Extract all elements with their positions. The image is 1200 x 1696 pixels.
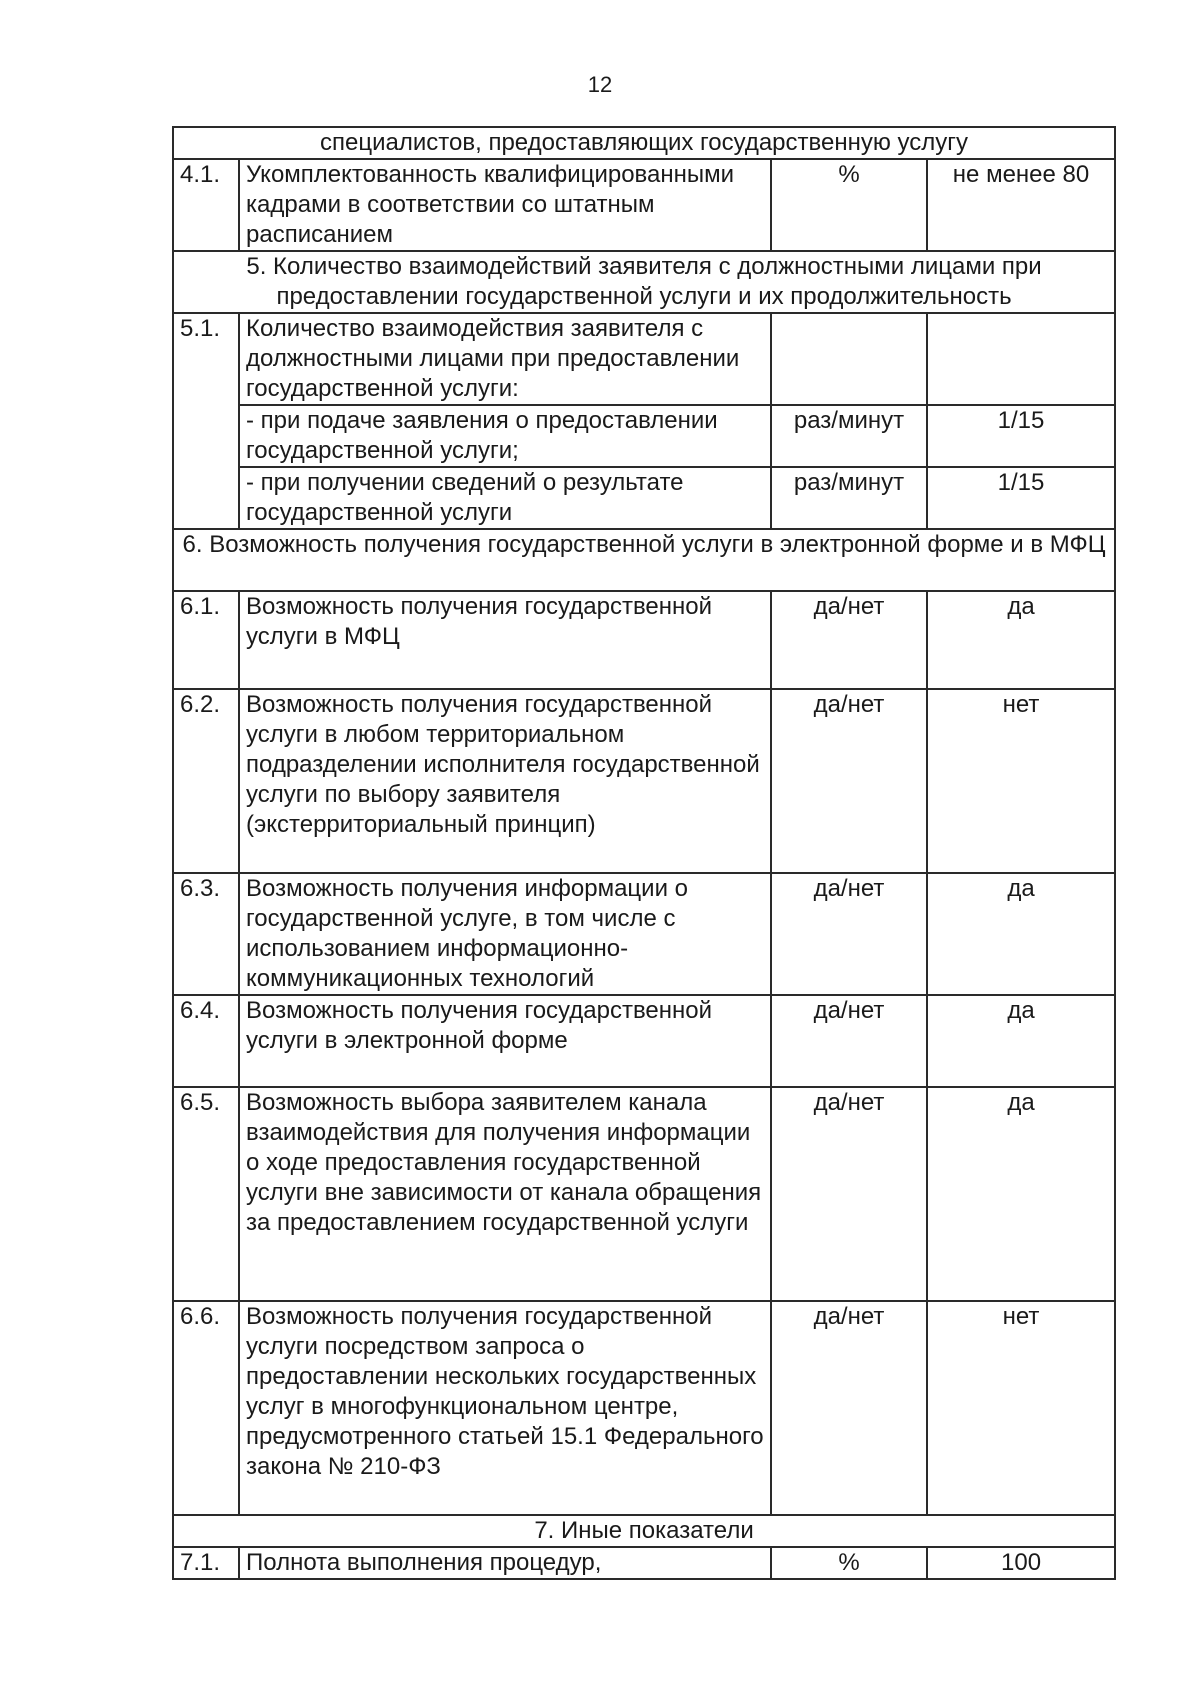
unit-cell: раз/минут: [771, 467, 927, 529]
unit-cell: %: [771, 1547, 927, 1579]
indicator-description: - при подаче заявления о предоставлении государственной услуги;: [239, 405, 771, 467]
indicator-description: Полнота выполнения процедур,: [239, 1547, 771, 1579]
value-cell: нет: [927, 689, 1115, 873]
row-number: 6.6.: [173, 1301, 239, 1515]
value-cell: да: [927, 873, 1115, 995]
indicator-description: Возможность выбора заявителем канала взаимодействия для получения информации о ходе предоставления государственной услуги вне зависимости от канала обращения за предоставлением государственной услуги: [239, 1087, 771, 1301]
unit-cell: раз/минут: [771, 405, 927, 467]
indicator-description: Возможность получения государственной услуги в любом территориальном подразделении исполнителя государственной услуги по выбору заявителя (экстерриториальный принцип): [239, 689, 771, 873]
table-row: [173, 1515, 1115, 1547]
row-number: 6.1.: [173, 591, 239, 689]
row-number: 6.5.: [173, 1087, 239, 1301]
row-number: 7.1.: [173, 1547, 239, 1579]
unit-cell: %: [771, 159, 927, 251]
table-row: [173, 1087, 1115, 1301]
continued-section-header: специалистов, предоставляющих государственную услугу: [173, 127, 1115, 159]
value-cell: да: [927, 995, 1115, 1087]
row-number: 6.2.: [173, 689, 239, 873]
unit-cell: да/нет: [771, 995, 927, 1087]
table-row: [173, 689, 1115, 873]
unit-cell: да/нет: [771, 873, 927, 995]
indicator-description: - при получении сведений о результате государственной услуги: [239, 467, 771, 529]
unit-cell: да/нет: [771, 591, 927, 689]
value-cell: да: [927, 1087, 1115, 1301]
value-cell: [927, 313, 1115, 405]
unit-cell: да/нет: [771, 689, 927, 873]
indicator-description: Возможность получения государственной услуги посредством запроса о предоставлении нескольких государственных услуг в многофункциональном центре, предусмотренного статьей 15.1 Федерального закона № 210-ФЗ: [239, 1301, 771, 1515]
value-cell: да: [927, 591, 1115, 689]
table-row: [173, 251, 1115, 313]
unit-cell: да/нет: [771, 1301, 927, 1515]
value-cell: 1/15: [927, 467, 1115, 529]
table-row: [173, 1547, 1115, 1579]
table-row: [173, 313, 1115, 405]
indicator-description: Возможность получения государственной услуги в электронной форме: [239, 995, 771, 1087]
page-number: 12: [587, 72, 613, 97]
table-row: [173, 995, 1115, 1087]
table-row: [173, 127, 1115, 159]
value-cell: нет: [927, 1301, 1115, 1515]
row-number: 5.1.: [173, 313, 239, 529]
indicator-description: Количество взаимодействия заявителя с должностными лицами при предоставлении государственной услуги:: [239, 313, 771, 405]
row-number: 6.3.: [173, 873, 239, 995]
table-row: [173, 529, 1115, 591]
section-header: 6. Возможность получения государственной услуги в электронной форме и в МФЦ: [173, 529, 1115, 591]
table-row: [173, 873, 1115, 995]
indicator-description: Возможность получения государственной услуги в МФЦ: [239, 591, 771, 689]
table-row: [173, 591, 1115, 689]
unit-cell: да/нет: [771, 1087, 927, 1301]
indicators-table: [172, 126, 1116, 1580]
section-header: 5. Количество взаимодействий заявителя с должностными лицами при предоставлении государственной услуги и их продолжительность: [173, 251, 1115, 313]
value-cell: не менее 80: [927, 159, 1115, 251]
table-row: [173, 405, 1115, 467]
indicator-description: Возможность получения информации о государственной услуге, в том числе с использованием информационно-коммуникационных технологий: [239, 873, 771, 995]
table-row: [173, 159, 1115, 251]
table-row: [173, 1301, 1115, 1515]
indicator-description: Укомплектованность квалифицированными кадрами в соответствии со штатным расписанием: [239, 159, 771, 251]
table-row: [173, 467, 1115, 529]
row-number: 4.1.: [173, 159, 239, 251]
section-header: 7. Иные показатели: [173, 1515, 1115, 1547]
row-number: 6.4.: [173, 995, 239, 1087]
unit-cell: [771, 313, 927, 405]
value-cell: 100: [927, 1547, 1115, 1579]
value-cell: 1/15: [927, 405, 1115, 467]
